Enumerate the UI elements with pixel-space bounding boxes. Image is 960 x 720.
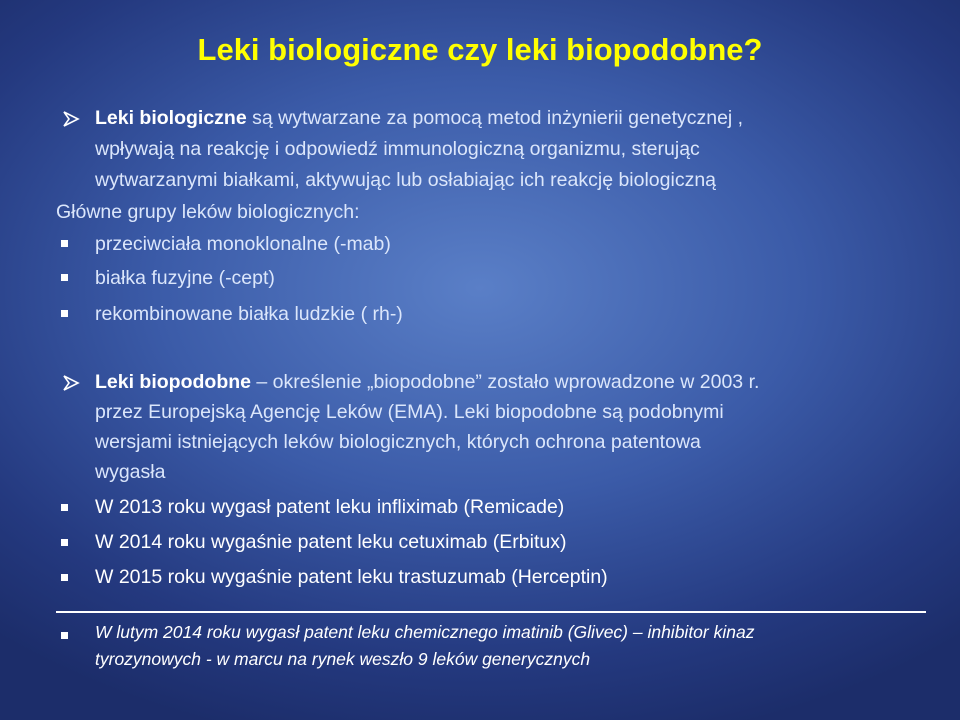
section1-line1-text: są wytwarzane za pomocą metod inżynierii genetycznej , — [246, 107, 744, 129]
section2-line4: wygasła — [95, 461, 166, 483]
group-item: przeciwciała monoklonalne (-mab) — [95, 233, 391, 255]
section2-line2: przez Europejską Agencję Leków (EMA). Leki biopodobne są podobnymi — [95, 401, 724, 423]
patent-item: W 2015 roku wygaśnie patent leku trastuzumab (Herceptin) — [95, 566, 608, 588]
section2-line1 — [95, 367, 759, 398]
square-bullet-icon — [61, 632, 68, 639]
groups-heading: Główne grupy leków biologicznych: — [56, 201, 360, 223]
square-bullet-icon — [61, 539, 68, 546]
slide-title: Leki biologiczne czy leki biopodobne? — [197, 32, 763, 67]
footnote-line2: tyrozynowych - w marcu na rynek weszło 9 leków generycznych — [95, 649, 591, 669]
square-bullet-icon — [61, 274, 68, 281]
section2-bold: Leki biopodobne — [95, 371, 251, 393]
square-bullet-icon — [61, 310, 68, 317]
section2-line1-text: – określenie „biopodobne” zostało wprowadzone w 2003 r. — [251, 371, 760, 393]
square-bullet-icon — [61, 504, 68, 511]
section1-line1 — [95, 103, 743, 134]
section1-line2: wpływają na reakcję i odpowiedź immunologiczną organizmu, sterując — [95, 138, 700, 160]
group-item: rekombinowane białka ludzkie ( rh-) — [95, 303, 403, 325]
section2-line3: wersjami istniejących leków biologicznych, których ochrona patentowa — [95, 431, 701, 453]
patent-item: W 2014 roku wygaśnie patent leku cetuximab (Erbitux) — [95, 531, 567, 553]
arrow-bullet-icon — [62, 374, 81, 392]
patent-item: W 2013 roku wygasł patent leku infliximab (Remicade) — [95, 496, 565, 518]
divider — [56, 611, 926, 613]
square-bullet-icon — [61, 574, 68, 581]
square-bullet-icon — [61, 240, 68, 247]
section1-bold: Leki biologiczne — [95, 107, 247, 129]
group-item: białka fuzyjne (-cept) — [95, 267, 275, 289]
section1-line3: wytwarzanymi białkami, aktywując lub osłabiając ich reakcję biologiczną — [95, 169, 717, 191]
footnote-line1: W lutym 2014 roku wygasł patent leku chemicznego imatinib (Glivec) – inhibitor kinaz — [95, 622, 755, 642]
arrow-bullet-icon — [62, 110, 81, 128]
